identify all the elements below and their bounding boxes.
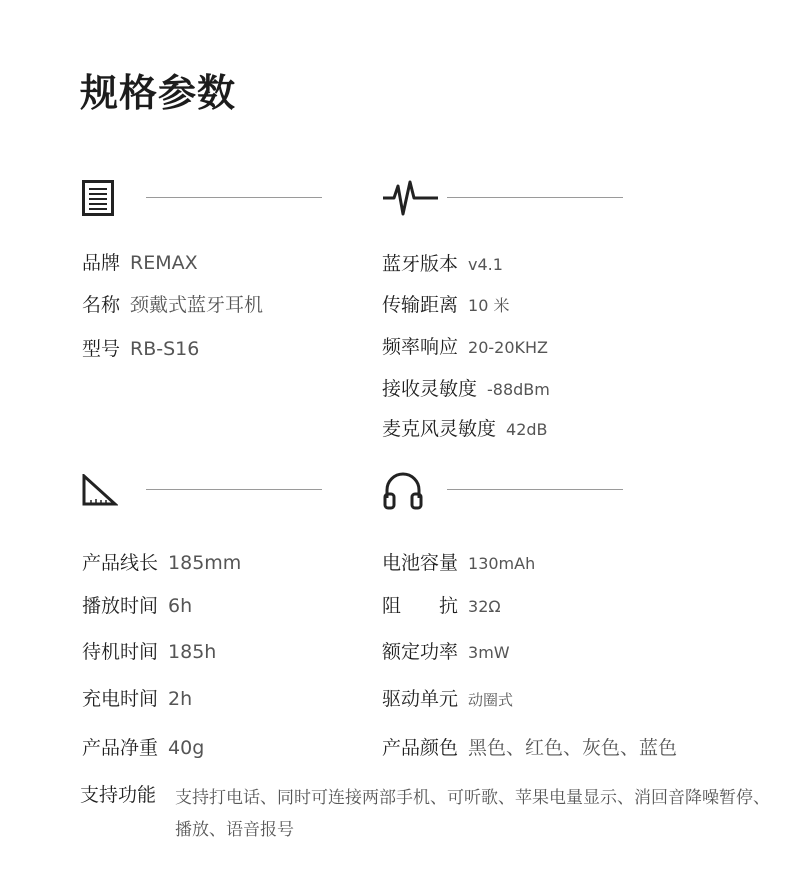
spec-label: 产品净重 [82,737,159,759]
page-title: 规格参数 [80,71,237,115]
spec-row-brand [82,248,198,275]
spec-row-mic [382,414,548,441]
ruler-triangle-icon [82,474,118,510]
spec-row-bluetooth [382,249,503,276]
spec-row-power [382,637,510,664]
spec-row-range [382,290,509,317]
spec-value: 颈戴式蓝牙耳机 [130,294,264,316]
spec-value: REMAX [130,252,198,274]
spec-label: 型号 [82,338,121,360]
spec-row-frequency [382,332,548,359]
spec-label: 产品线长 [82,552,159,574]
spec-value: 3mW [468,643,510,662]
spec-label: 额定功率 [382,641,459,663]
spec-label: 电池容量 [382,552,459,574]
section-divider [146,197,322,198]
spec-label: 频率响应 [382,336,459,358]
section-divider [146,489,322,490]
spec-row-playtime [82,591,192,618]
spec-label: 名称 [82,294,121,316]
spec-row-charge [82,684,192,711]
spec-row-impedance [382,591,501,618]
spec-value: 动圈式 [468,691,514,709]
spec-value: 6h [168,595,193,617]
spec-value: 20-20KHZ [468,338,548,357]
spec-label: 播放时间 [82,595,159,617]
spec-value: 10 米 [468,296,510,315]
spec-value: 130mAh [468,554,536,573]
spec-value: RB-S16 [130,338,200,360]
spec-value: 黑色、红色、灰色、蓝色 [468,737,678,759]
document-icon [82,180,114,220]
spec-value: v4.1 [468,255,503,274]
spec-value: 支持打电话、同时可连接两部手机、可听歌、苹果电量显示、消回音降噪暂停、播放、语音报号 [175,788,770,840]
spec-label: 支持功能 [80,784,157,806]
spec-value: 185mm [168,552,242,574]
spec-value: 32Ω [468,597,501,616]
spec-label: 品牌 [82,252,121,274]
spec-label: 传输距离 [382,294,459,316]
spec-row-weight [82,733,204,760]
spec-row-colors [382,733,677,760]
section-divider [447,197,623,198]
spec-row-standby [82,637,216,664]
waveform-icon [382,178,440,222]
spec-label: 驱动单元 [382,688,459,710]
spec-value: -88dBm [487,380,550,399]
spec-row-model [82,334,199,361]
spec-label: 充电时间 [82,688,159,710]
spec-row-name [82,290,263,317]
section-divider [447,489,623,490]
spec-label: 待机时间 [82,641,159,663]
spec-label: 麦克风灵敏度 [382,418,497,440]
spec-row-sensitivity [382,374,550,401]
spec-row-battery [382,548,535,575]
spec-label: 蓝牙版本 [382,253,459,275]
spec-value: 42dB [506,420,548,439]
spec-label: 接收灵敏度 [382,378,478,400]
spec-value: 40g [168,737,205,759]
spec-row-length [82,548,241,575]
spec-label: 阻 抗 [382,595,459,617]
spec-value: 185h [168,641,217,663]
spec-label: 产品颜色 [382,737,459,759]
spec-row-driver [382,684,513,711]
spec-value: 2h [168,688,193,710]
headphones-icon [382,470,424,514]
